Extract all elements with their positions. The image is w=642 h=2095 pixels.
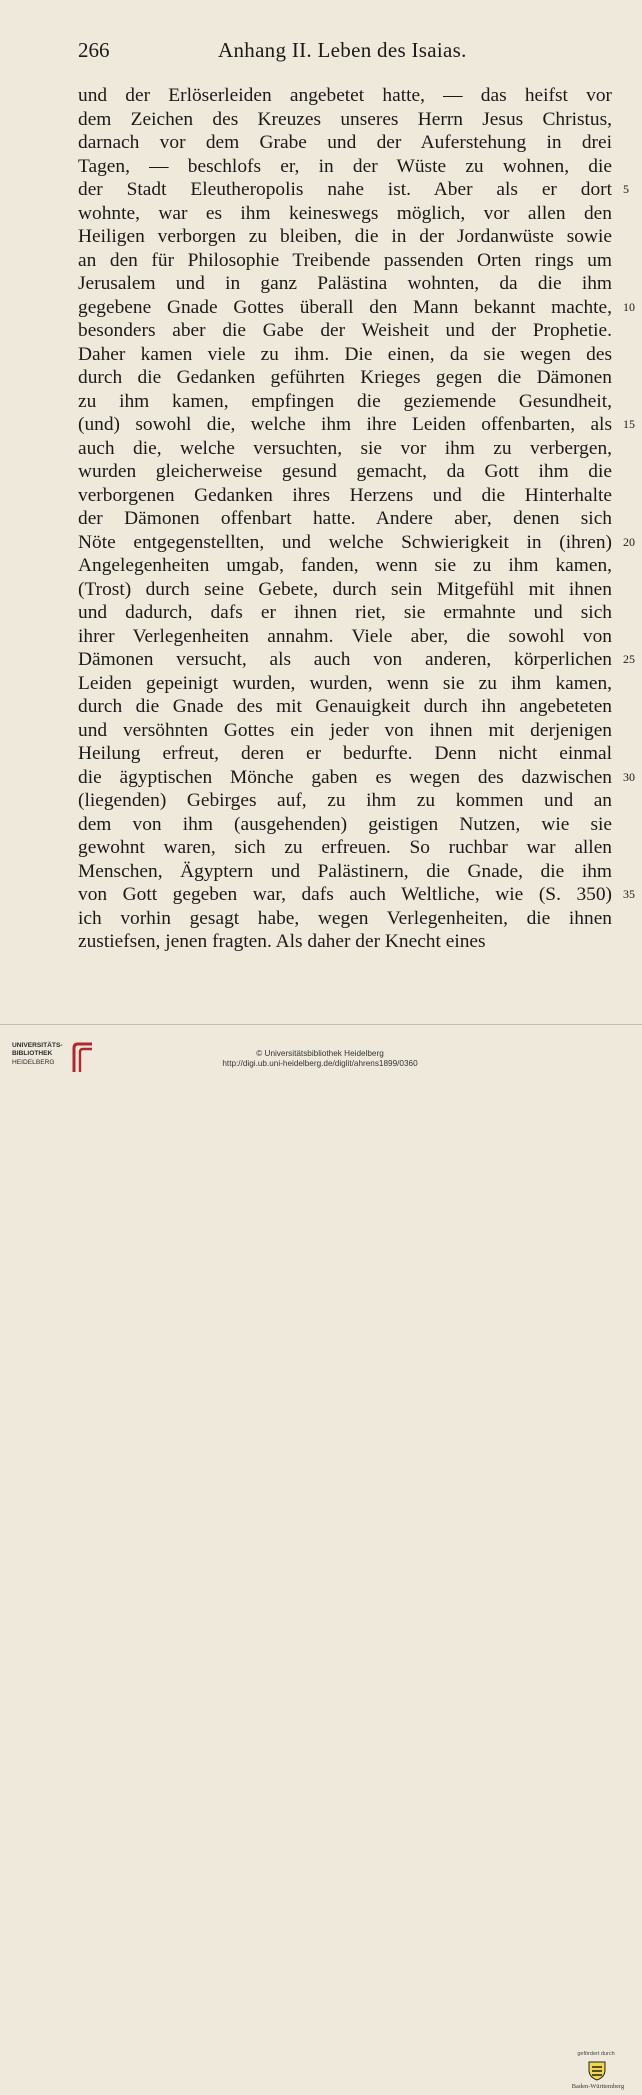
text-line-21: Angelegenheiten umgab, fanden, wenn sie zu ihm kamen, <box>78 555 612 576</box>
coat-of-arms-icon <box>586 2059 608 2081</box>
text-line-18: verborgenen Gedanken ihres Herzens und die Hinterhalte <box>78 484 612 506</box>
permalink-url[interactable]: http://digi.ub.uni-heidelberg.de/diglit/ahrens1899/0360 <box>222 1059 418 1068</box>
text-line-12: Daher kamen viele zu ihm. Die einen, da sie wegen des <box>78 343 612 365</box>
text-line-17: wurden gleicherweise gesund gemacht, da Gott ihm die <box>78 461 612 482</box>
text-line-25 <box>78 648 635 672</box>
body-text <box>78 84 635 954</box>
text-line-25-content: Dämonen versucht, als auch von anderen, körperlichen <box>78 649 612 670</box>
text-line-35-content: von Gott gegeben war, dafs auch Weltliche, wie (S. 350) <box>78 884 612 905</box>
text-line-15 <box>78 413 635 437</box>
text-line-5 <box>78 178 629 202</box>
text-line-29: Heilung erfreut, deren er bedurfte. Denn nicht einmal <box>78 743 612 764</box>
line-marker-25: 25 <box>623 652 635 666</box>
text-line-7: Heiligen verborgen zu bleiben, die in der Jordanwüste sowie <box>78 226 612 247</box>
text-line-22: (Trost) durch seine Gebete, durch sein Mitgefühl mit ihnen <box>78 578 612 600</box>
text-line-6: wohnte, war es ihm keineswegs möglich, vor allen den <box>78 202 612 224</box>
library-name-line-3: HEIDELBERG <box>12 1058 55 1066</box>
text-line-30-content: die ägyptischen Mönche gaben es wegen des dazwischen <box>78 766 612 788</box>
text-line-14: zu ihm kamen, empfingen die geziemende Gesundheit, <box>78 390 612 412</box>
text-line-30 <box>78 766 635 790</box>
text-line-26: Leiden gepeinigt wurden, wurden, wenn sie zu ihm kamen, <box>78 672 612 694</box>
text-line-27: durch die Gnade des mit Genauigkeit durch ihn angebeteten <box>78 696 612 717</box>
text-line-13: durch die Gedanken geführten Krieges gegen die Dämonen <box>78 367 612 388</box>
text-line-9: Jerusalem und in ganz Palästina wohnten, da die ihm <box>78 273 612 294</box>
text-line-32: dem von ihm (ausgehenden) geistigen Nutzen, wie sie <box>78 813 612 835</box>
text-line-10 <box>78 296 635 320</box>
page-header <box>78 38 608 64</box>
text-line-1: und der Erlöserleiden angebetet hatte, — das heifst vor <box>78 85 612 106</box>
text-line-16: auch die, welche versuchten, sie vor ihm zu verbergen, <box>78 437 612 459</box>
line-marker-35: 35 <box>623 887 635 901</box>
text-line-8: an den für Philosophie Treibende passenden Orten rings um <box>78 249 612 271</box>
library-name-line-2: BIBLIOTHEK <box>12 1050 53 1058</box>
text-line-4: Tagen, — beschlofs er, in der Wüste zu wohnen, die <box>78 155 612 177</box>
text-line-2: dem Zeichen des Kreuzes unseres Herrn Jesus Christus, <box>78 108 612 130</box>
library-name <box>12 1042 68 1067</box>
text-line-33: gewohnt waren, sich zu erfreuen. So ruchbar war allen <box>78 837 612 858</box>
footer-divider <box>0 1024 642 1025</box>
text-line-35 <box>78 883 635 907</box>
text-line-31: (liegenden) Gebirges auf, zu ihm zu kommen und an <box>78 790 612 811</box>
line-marker-5: 5 <box>623 182 629 196</box>
text-line-19: der Dämonen offenbart hatte. Andere aber, denen sich <box>78 508 612 529</box>
text-line-20-content: Nöte entgegenstellten, und welche Schwierigkeit in (ihren) <box>78 531 612 553</box>
library-mark-icon <box>70 1042 96 1074</box>
running-title: Anhang II. Leben des Isaias. <box>218 38 467 62</box>
text-line-24: ihrer Verlegenheiten annahm. Viele aber, die sowohl von <box>78 625 612 647</box>
text-line-34: Menschen, Ägyptern und Palästinern, die Gnade, die ihm <box>78 860 612 882</box>
line-marker-20: 20 <box>623 534 635 549</box>
library-name-line-1: UNIVERSITÄTS- <box>12 1042 63 1049</box>
line-marker-10: 10 <box>623 299 635 314</box>
page-number: 266 <box>78 38 110 62</box>
copyright-notice <box>190 1049 450 1069</box>
text-line-5-content: der Stadt Eleutheropolis nahe ist. Aber als er dort <box>78 179 612 200</box>
sponsor-block[interactable] <box>556 2051 642 2095</box>
line-marker-30: 30 <box>623 769 635 784</box>
copyright-text: © Universitätsbibliothek Heidelberg <box>256 1049 384 1058</box>
text-line-10-content: gegebene Gnade Gottes überall den Mann bekannt machte, <box>78 296 612 318</box>
sponsor-name: Baden-Württemberg <box>571 2083 625 2090</box>
text-line-28: und versöhnten Gottes ein jeder von ihnen mit derjenigen <box>78 719 612 741</box>
text-line-23: und dadurch, dafs er ihnen riet, sie ermahnte und sich <box>78 602 612 623</box>
text-line-20 <box>78 531 635 555</box>
line-marker-15: 15 <box>623 417 635 431</box>
text-line-36: ich vorhin gesagt habe, wegen Verlegenheiten, die ihnen <box>78 907 612 929</box>
sponsor-label: gefördert durch <box>577 2051 615 2057</box>
text-line-11: besonders aber die Gabe der Weisheit und der Prophetie. <box>78 320 612 341</box>
library-logo[interactable] <box>6 1032 92 1068</box>
text-line-3: darnach vor dem Grabe und der Auferstehung in drei <box>78 132 612 153</box>
text-line-37: zustiefsen, jenen fragten. Als daher der Knecht eines <box>78 931 486 952</box>
text-line-15-content: (und) sowohl die, welche ihm ihre Leiden offenbarten, als <box>78 414 612 435</box>
